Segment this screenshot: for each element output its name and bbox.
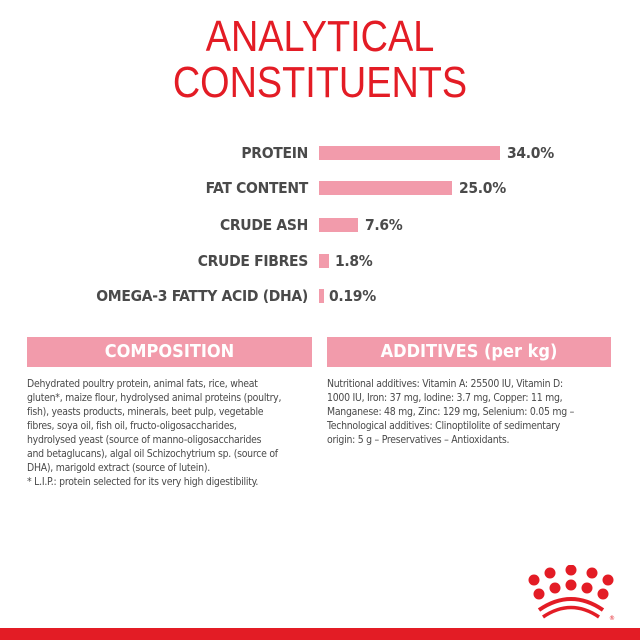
additives-text: [327, 377, 617, 447]
brand-logo: [525, 565, 617, 623]
composition-footnote: * L.I.P.: protein selected for its very high digestibility.: [27, 476, 259, 488]
row-label: CRUDE FIBRES: [197, 252, 308, 270]
registered-mark: ®: [609, 615, 615, 622]
footer-band: [0, 628, 640, 640]
composition-line: fibres, soya oil, fish oil, fructo-oligosaccharides,: [27, 420, 237, 432]
chart-row-protein: [0, 142, 640, 164]
row-label: OMEGA-3 FATTY ACID (DHA): [96, 287, 308, 305]
composition-line: hydrolysed yeast (source of manno-oligosaccharides: [27, 434, 262, 446]
row-label: CRUDE ASH: [219, 216, 308, 234]
title-line-1: ANALYTICAL: [205, 12, 435, 61]
title-line-2: CONSTITUENTS: [172, 58, 468, 107]
row-bar: [319, 254, 329, 268]
row-bar: [319, 218, 358, 232]
additives-line: Manganese: 48 mg, Zinc: 129 mg, Selenium: 0.05 mg –: [327, 406, 575, 418]
composition-heading: COMPOSITION: [27, 337, 312, 367]
composition-line: DHA), marigold extract (source of lutein).: [27, 462, 210, 474]
additives-line: origin: 5 g – Preservatives – Antioxidants.: [327, 434, 510, 446]
composition-line: fish), yeasts products, minerals, beet pulp, vegetable: [27, 406, 264, 418]
row-value: 7.6%: [365, 216, 403, 234]
additives-line: 1000 IU, Iron: 37 mg, Iodine: 3.7 mg, Copper: 11 mg,: [327, 392, 563, 404]
additives-line: Technological additives: Clinoptilolite of sedimentary: [327, 420, 561, 432]
row-bar: [319, 289, 324, 303]
composition-text: [27, 377, 317, 489]
composition-line: Dehydrated poultry protein, animal fats, rice, wheat: [27, 378, 258, 390]
additives-line: Nutritional additives: Vitamin A: 25500 IU, Vitamin D:: [327, 378, 563, 390]
chart-row-fat-content: [0, 177, 640, 199]
composition-line: and betaglucans), algal oil Schizochytrium sp. (source of: [27, 448, 278, 460]
chart-row-crude-fibres: [0, 250, 640, 272]
row-value: 25.0%: [459, 179, 506, 197]
page-title: [45, 14, 595, 106]
row-label: PROTEIN: [241, 144, 308, 162]
composition-line: gluten*, maize flour, hydrolysed animal proteins (poultry,: [27, 392, 282, 404]
chart-row-omega3-dha: [0, 285, 640, 307]
row-value: 0.19%: [329, 287, 376, 305]
row-value: 1.8%: [335, 252, 373, 270]
additives-heading: ADDITIVES (per kg): [327, 337, 611, 367]
chart-row-crude-ash: [0, 214, 640, 236]
crown-icon: [525, 565, 617, 623]
row-bar: [319, 146, 500, 160]
row-value: 34.0%: [507, 144, 554, 162]
row-label: FAT CONTENT: [205, 179, 308, 197]
row-bar: [319, 181, 452, 195]
